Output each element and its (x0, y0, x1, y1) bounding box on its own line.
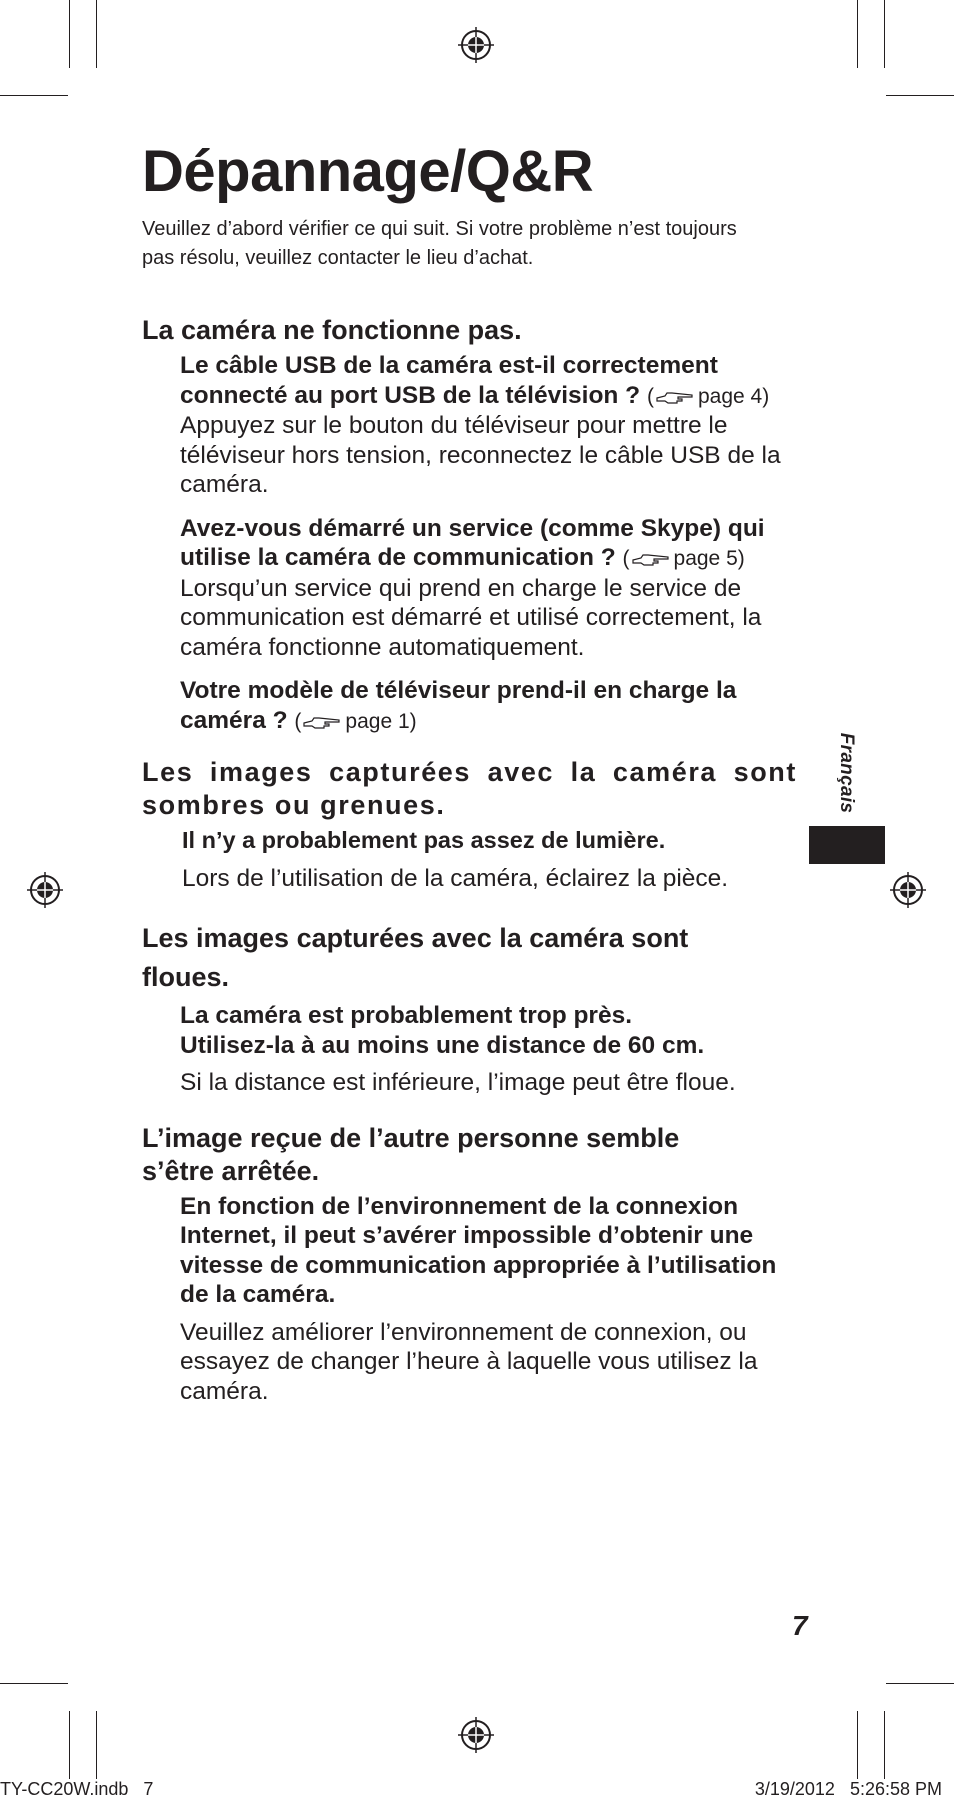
answer: Lorsqu’un service qui prend en charge le service de communication est démarré et utilisé correctement, la caméra fonctionne automatiquement. (180, 574, 762, 661)
qa-item (180, 676, 792, 736)
question: Votre modèle de téléviseur prend-il en charge la caméra ? ( page 1) (180, 677, 737, 734)
page-reference: ( page 1) (294, 709, 417, 733)
crop-mark (857, 0, 858, 68)
troubleshooting-content (142, 314, 797, 1420)
crop-mark (886, 1683, 954, 1684)
answer: Veuillez améliorer l’environnement de connexion, ou essayez de changer l’heure à laquelle vous utilisez la caméra. (180, 1318, 758, 1405)
crop-mark (884, 0, 885, 68)
page-number: 7 (792, 1610, 808, 1641)
page-title: Dépannage/Q&R (142, 139, 594, 204)
crop-mark (886, 95, 954, 96)
section-camera-not-working (142, 314, 797, 736)
section-dark-images (142, 756, 797, 893)
qa-item (180, 1192, 792, 1407)
intro-text: Veuillez d’abord vérifier ce qui suit. Si votre problème n’est toujours pas résolu, veuillez contacter le lieu d’achat. (142, 218, 737, 269)
answer: Lors de l’utilisation de la caméra, éclairez la pièce. (182, 864, 729, 892)
question: La caméra est probablement trop près. (180, 1002, 633, 1029)
crop-mark (69, 1711, 70, 1779)
registration-mark-icon (456, 1715, 496, 1755)
question: Avez-vous démarré un service (comme Skype) qui utilise la caméra de communication ? ( page 5) (180, 514, 765, 571)
language-label: Français (836, 732, 857, 814)
section-heading: Les images capturées avec la caméra sont floues. (142, 923, 689, 992)
answer: Si la distance est inférieure, l’image peut être floue. (180, 1069, 736, 1096)
page-reference: ( page 4) (646, 384, 770, 408)
qa-item (182, 826, 794, 893)
hand-pointer-icon (303, 715, 341, 731)
question: En fonction de l’environnement de la connexion Internet, il peut s’avérer impossible d’obtenir une vitesse de communication appropriée à l’utilisation de la caméra. (180, 1192, 777, 1308)
hand-pointer-icon (632, 552, 670, 568)
section-heading: La caméra ne fonctionne pas. (142, 315, 522, 345)
answer: Appuyez sur le bouton du téléviseur pour mettre le téléviseur hors tension, reconnectez le câble USB de la caméra. (180, 412, 781, 498)
qa-item (180, 514, 792, 663)
registration-mark-icon (456, 25, 496, 65)
crop-mark (884, 1711, 885, 1779)
crop-mark (0, 95, 68, 96)
section-blurry-images (142, 919, 797, 1098)
qa-item (180, 351, 792, 500)
hand-pointer-icon (656, 390, 694, 406)
registration-mark-icon (25, 870, 65, 910)
section-heading: Les images capturées avec la caméra sont sombres ou grenues. (142, 757, 797, 820)
question: Il n’y a probablement pas assez de lumière. (182, 827, 666, 853)
registration-mark-icon (888, 870, 928, 910)
crop-mark (0, 1683, 68, 1684)
section-frozen-image (142, 1122, 797, 1407)
section-heading: L’image reçue de l’autre personne semble s’être arrêtée. (142, 1122, 680, 1186)
crop-mark (69, 0, 70, 68)
crop-mark (96, 1711, 97, 1779)
crop-mark (857, 1711, 858, 1779)
footer-file: TY-CC20W.indb 7 (0, 1779, 154, 1799)
language-tab-marker (809, 826, 885, 864)
qa-item (180, 1001, 792, 1098)
crop-mark (96, 0, 97, 68)
page-reference: ( page 5) (622, 547, 745, 570)
question: Le câble USB de la caméra est-il correctement connecté au port USB de la télévision ? ( page 4) (180, 352, 770, 409)
footer-datetime: 3/19/2012 5:26:58 PM (754, 1779, 942, 1799)
question: Utilisez-la à au moins une distance de 60 cm. (180, 1031, 705, 1059)
